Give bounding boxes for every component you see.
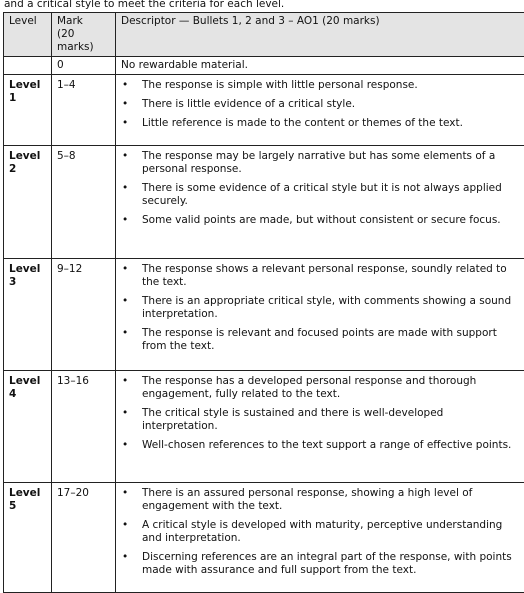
table-row-level xyxy=(4,371,524,483)
level-name: Level 1 xyxy=(4,75,52,146)
level-name: Level 4 xyxy=(4,371,52,483)
table-row-level xyxy=(4,75,524,146)
intro-text: and a critical style to meet the criteria for each level. xyxy=(4,0,284,10)
descriptor-bullet: • The response is simple with little personal response. xyxy=(121,79,519,92)
descriptor-bullet-list xyxy=(121,375,519,452)
descriptor-bullet-list xyxy=(121,263,519,353)
zero-descriptor: No rewardable material. xyxy=(116,57,524,75)
level-mark-range: 9–12 xyxy=(52,259,116,371)
table-row-level xyxy=(4,483,524,593)
descriptor-bullet: • Little reference is made to the content or themes of the text. xyxy=(121,117,519,130)
descriptor-bullet: • The critical style is sustained and there is well-developed interpretation. xyxy=(121,407,519,433)
descriptor-bullet: • There is some evidence of a critical style but it is not always applied securely. xyxy=(121,182,519,208)
descriptor-bullet: • Some valid points are made, but without consistent or secure focus. xyxy=(121,214,519,227)
level-descriptor xyxy=(116,483,524,593)
header-mark xyxy=(52,13,116,57)
descriptor-bullet: • There is little evidence of a critical style. xyxy=(121,98,519,111)
descriptor-bullet: • A critical style is developed with maturity, perceptive understanding and interpretation. xyxy=(121,519,519,545)
descriptor-bullet-list xyxy=(121,79,519,130)
table-header-row xyxy=(4,13,524,57)
level-descriptor xyxy=(116,259,524,371)
descriptor-bullet-list xyxy=(121,487,519,577)
level-mark-range: 17–20 xyxy=(52,483,116,593)
descriptor-bullet: • The response is relevant and focused points are made with support from the text. xyxy=(121,327,519,353)
descriptor-bullet: • There is an appropriate critical style, with comments showing a sound interpretation. xyxy=(121,295,519,321)
zero-mark: 0 xyxy=(52,57,116,75)
level-name: Level 2 xyxy=(4,146,52,259)
descriptor-bullet: • Well-chosen references to the text support a range of effective points. xyxy=(121,439,519,452)
level-descriptor xyxy=(116,371,524,483)
header-mark-line2: (20 marks) xyxy=(57,28,110,54)
descriptor-bullet: • The response may be largely narrative but has some elements of a personal response. xyxy=(121,150,519,176)
header-mark-line1: Mark xyxy=(57,15,110,28)
level-rows xyxy=(4,75,524,593)
level-mark-range: 1–4 xyxy=(52,75,116,146)
zero-level-cell xyxy=(4,57,52,75)
level-descriptor xyxy=(116,146,524,259)
header-level: Level xyxy=(4,13,52,57)
descriptor-bullet: • The response shows a relevant personal response, soundly related to the text. xyxy=(121,263,519,289)
header-descriptor: Descriptor — Bullets 1, 2 and 3 – AO1 (20 marks) xyxy=(116,13,524,57)
table-row-level xyxy=(4,259,524,371)
level-descriptor xyxy=(116,75,524,146)
table-row-level xyxy=(4,146,524,259)
descriptor-bullet-list xyxy=(121,150,519,227)
level-mark-range: 5–8 xyxy=(52,146,116,259)
mark-scheme-table xyxy=(3,12,524,593)
descriptor-bullet: • There is an assured personal response, showing a high level of engagement with the text. xyxy=(121,487,519,513)
descriptor-bullet: • Discerning references are an integral part of the response, with points made with assurance and full support from the text. xyxy=(121,551,519,577)
level-name: Level 3 xyxy=(4,259,52,371)
table-row-zero xyxy=(4,57,524,75)
descriptor-bullet: • The response has a developed personal response and thorough engagement, fully related to the text. xyxy=(121,375,519,401)
level-name: Level 5 xyxy=(4,483,52,593)
level-mark-range: 13–16 xyxy=(52,371,116,483)
